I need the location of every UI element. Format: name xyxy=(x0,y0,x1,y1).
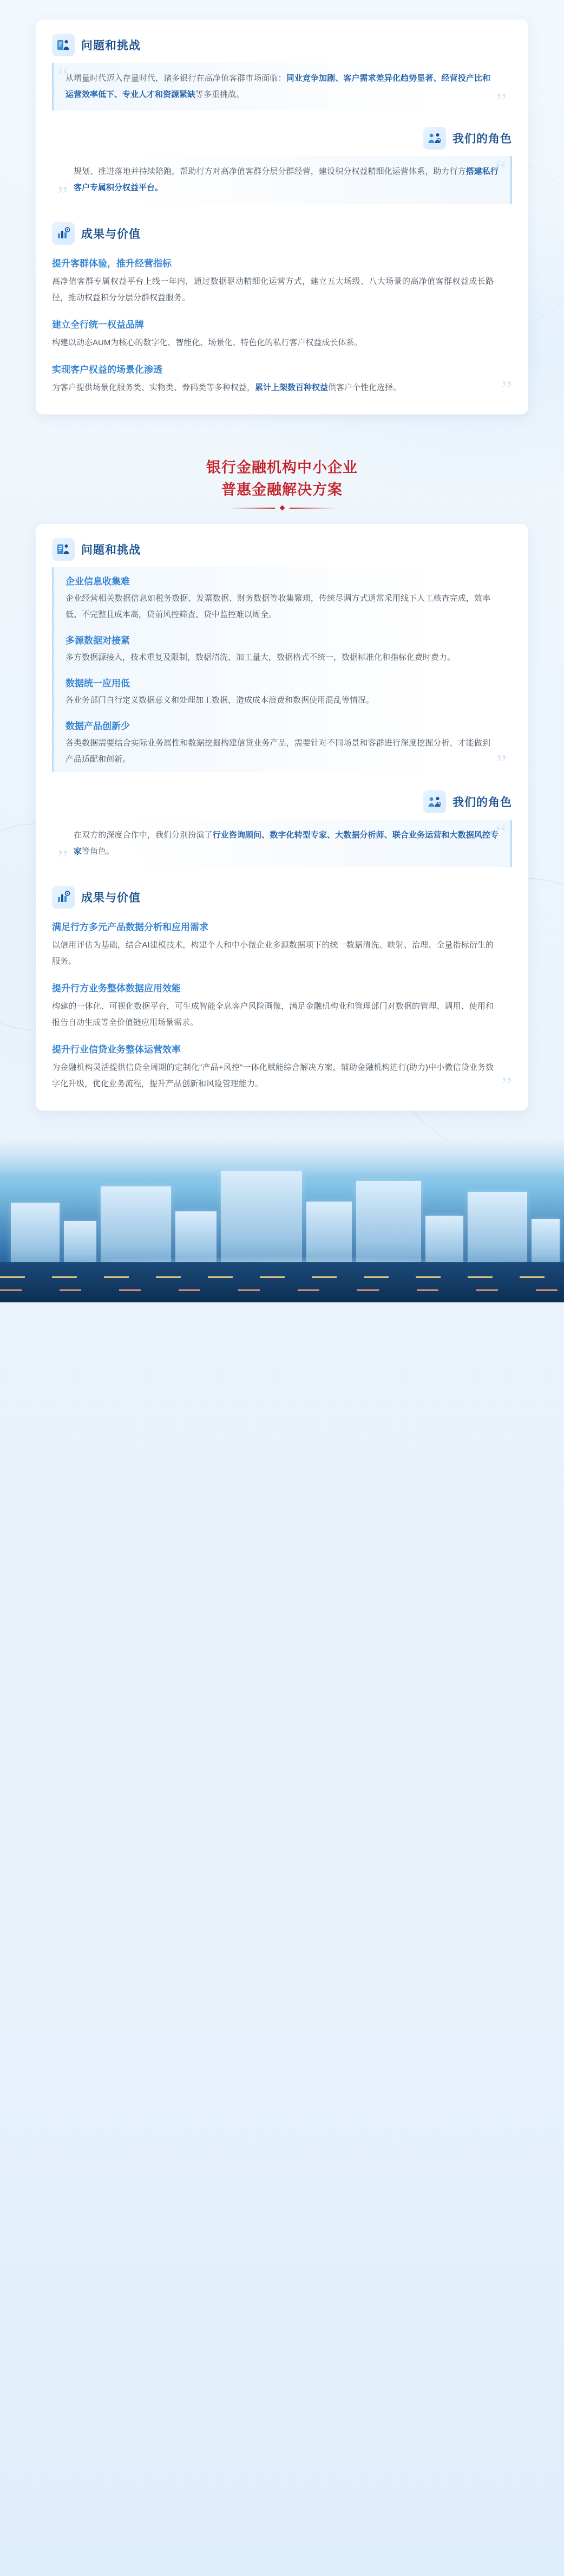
problem-item xyxy=(65,574,490,623)
section-2-title-block xyxy=(0,457,564,510)
value-item xyxy=(52,1042,512,1099)
quote-open-icon: “ xyxy=(495,819,506,846)
divider-right xyxy=(290,508,336,509)
value-item-body: 为客户提供场景化服务类、实物类、券码类等多种权益，累计上架数百种权益供客户个性化选择。 ” xyxy=(52,376,512,403)
person-chart-icon xyxy=(52,34,75,56)
value-item-body: 构建的一体化、可视化数据平台，可生成智能全息客户风险画像，满足金融机构业和管理部门对数据的管理、调用、使用和报告自动生成等全价值链应用场景需求。 xyxy=(52,1002,494,1027)
section-1-role-quote xyxy=(52,155,512,208)
value-item xyxy=(52,919,512,970)
section-1-problems-header xyxy=(52,34,512,56)
problem-item-body: 各类数据需要结合实际业务属性和数据挖掘构建信贷业务产品，需要针对不同场景和客群进行深度挖掘分析，才能做到产品适配和创新。 xyxy=(65,738,490,764)
value-item-body: 构建以动态AUM为核心的数字化、智能化、场景化、特色化的私行客户权益成长体系。 xyxy=(52,338,363,347)
section-1-value-header xyxy=(52,222,512,245)
quote-open-icon: “ xyxy=(58,62,69,89)
section-1-problems-text: 从增量时代迈入存量时代，诸多银行在高净值客群市场面临：同业竞争加剧、客户需求差异化趋势显著、经营投产比和运营效率低下、专业人才和资源紧缺等多重挑战。 xyxy=(65,74,490,99)
quote-close-icon: ” xyxy=(57,181,68,208)
section-2-value-header xyxy=(52,886,512,909)
value-item-body: 为金融机构灵活提供信贷全周期的定制化"产品+风控"一体化赋能综合解决方案，辅助金融机构进行(助力)中小微信贷业务数字化升级，优化业务流程，提升产品创新和风险管理能力。 ” xyxy=(52,1063,512,1099)
section-2-role-text: 在双方的深度合作中，我们分别扮演了行业咨询顾问、数字化转型专家、大数据分析师、联合业务运营和大数据风控专家等角色。 xyxy=(74,830,499,856)
problem-item-title: 数据统一应用低 xyxy=(65,678,130,689)
section-2-problems-header xyxy=(52,538,512,561)
section-2-card xyxy=(36,524,528,1111)
value-item xyxy=(52,981,512,1031)
problem-item xyxy=(65,633,490,666)
person-gear-icon xyxy=(423,790,446,813)
section-1-role-title: 我们的角色 xyxy=(452,133,512,145)
section-2-role-header xyxy=(52,790,512,813)
highway xyxy=(0,1262,564,1302)
problem-item-body: 多方数据源接入，技术重复及限制，数据清洗、加工量大，数据格式不统一，数据标准化和指标化费时费力。 xyxy=(65,653,456,662)
quote-close-icon: ” xyxy=(57,845,68,872)
person-chart-icon xyxy=(52,538,75,561)
problem-item-body: 企业经营相关数据信息如税务数据、发票数据、财务数据等收集繁琐，传统尽调方式通常采用线下人工核查完成，效率低、不完整且成本高，贷前风控筛查、贷中监控难以周全。 xyxy=(65,594,490,619)
section-2-value-title: 成果与价值 xyxy=(81,892,141,904)
value-item-title: 提升客群体验，推升经营指标 xyxy=(52,258,172,269)
section-2-title-line2: 普惠金融解决方案 xyxy=(221,481,343,498)
divider-diamond xyxy=(279,505,285,511)
bar-chart-gear-icon xyxy=(52,222,75,245)
section-1-role-header xyxy=(52,127,512,150)
value-item xyxy=(52,362,512,403)
value-item xyxy=(52,317,512,351)
building xyxy=(356,1181,421,1268)
value-item-body: 高净值客群专属权益平台上线一年内，通过数据驱动精细化运营方式，建立五大场级、八大场景的高净值客群权益成长路径，推动权益积分分层分群权益服务。 xyxy=(52,277,494,302)
section-1-role-text: 规划、推进落地并持续陪跑，帮助行方对高净值客群分层分群经营，建设积分权益精细化运营体系，助力行方搭建私行客户专属积分权益平台。 xyxy=(74,167,499,192)
section-1-problems-title: 问题和挑战 xyxy=(81,40,141,52)
bar-chart-gear-icon xyxy=(52,886,75,909)
problem-item-body: 各业务部门自行定义数据意义和处理加工数据，造成成本浪费和数据使用混乱等情况。 xyxy=(65,696,375,705)
value-item-title: 提升行业信贷业务整体运营效率 xyxy=(52,1044,181,1055)
value-item-title: 提升行方业务整体数据应用效能 xyxy=(52,983,181,994)
value-item-body: 以信用评估为基础，结合AI建模技术，构建个人和中小微企业多源数据项下的统一数据清洗、映射、治理、全量指标衍生的服务。 xyxy=(52,940,494,966)
problem-item-title: 企业信息收集难 xyxy=(65,576,130,587)
quote-close-icon: ” xyxy=(501,376,512,403)
value-item-title: 建立全行统一权益品牌 xyxy=(52,320,144,330)
quote-close-icon: ” xyxy=(496,750,507,776)
problem-item-title: 多源数据对接紧 xyxy=(65,635,130,646)
section-2-problems-list xyxy=(52,567,512,776)
value-item-title: 实现客户权益的场景化渗透 xyxy=(52,365,162,375)
value-item-title: 满足行方多元产品数据分析和应用需求 xyxy=(52,922,208,932)
quote-open-icon: “ xyxy=(495,155,506,182)
quote-close-icon: ” xyxy=(501,1072,512,1099)
section-2-problems-title: 问题和挑战 xyxy=(81,544,141,556)
section-2-title-line1: 银行金融机构中小企业 xyxy=(206,459,358,476)
problem-item-title: 数据产品创新少 xyxy=(65,721,130,731)
section-1-problems-quote xyxy=(52,62,512,115)
problem-item xyxy=(65,676,490,709)
section-2-role-title: 我们的角色 xyxy=(452,796,512,809)
section-1-value-title: 成果与价值 xyxy=(81,228,141,241)
title-divider xyxy=(0,506,564,510)
section-1-card xyxy=(36,20,528,414)
divider-left xyxy=(228,508,275,509)
person-gear-icon xyxy=(423,127,446,150)
problem-item xyxy=(65,718,490,768)
value-item xyxy=(52,256,512,306)
quote-close-icon: ” xyxy=(496,88,507,115)
section-2-role-quote xyxy=(52,819,512,872)
building xyxy=(221,1171,302,1268)
footer-city-image xyxy=(0,1140,564,1302)
